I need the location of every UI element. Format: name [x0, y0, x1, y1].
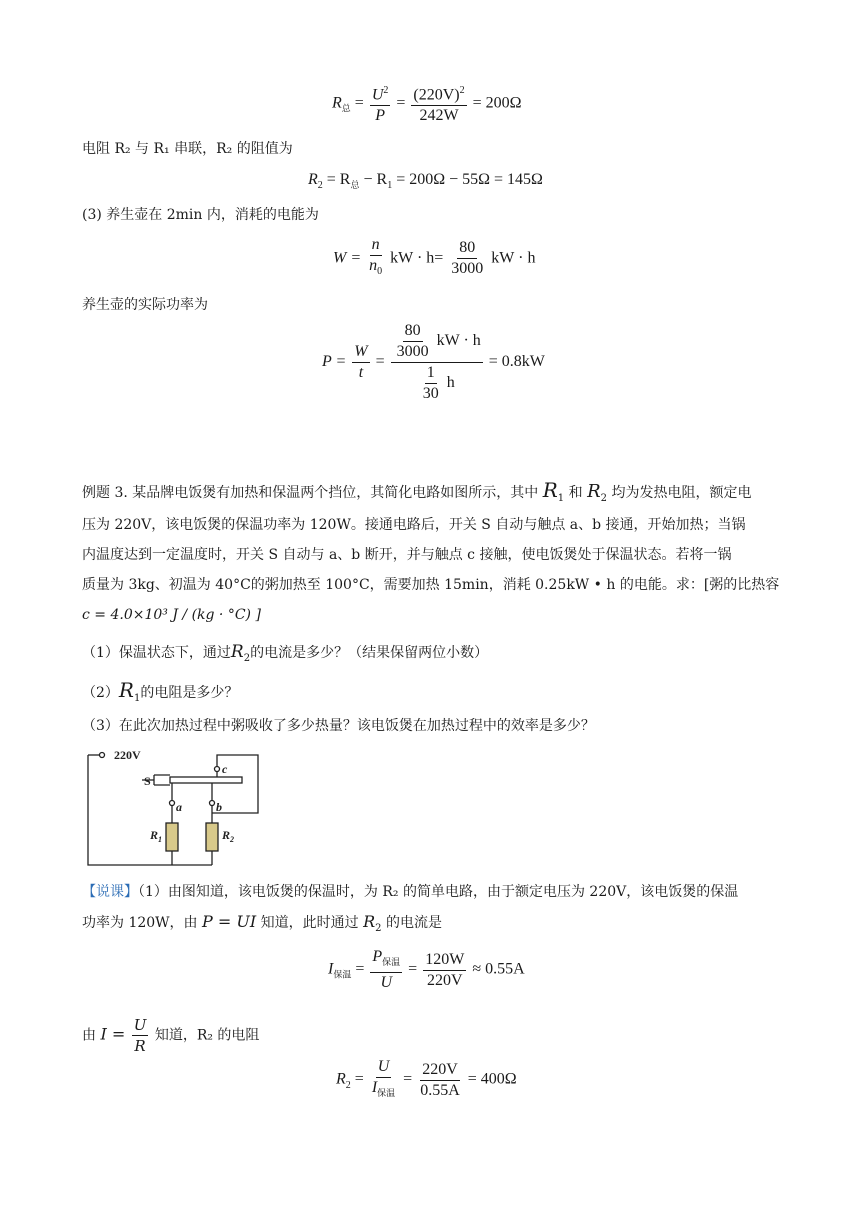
- equation-total-resistance: $R_总$ = $\frac{U^2}{P}$ = $\frac{(220V)^2}{242W}$ = 200Ω: [332, 82, 522, 125]
- resistor-r2: [206, 823, 218, 851]
- r1-label: $R_1$: [150, 828, 163, 844]
- contact-a-label: a: [176, 800, 182, 814]
- equation-actual-power: P = $\frac{W}{t}$ = $\frac{80}{3000}$ kW · h $\frac{1}{30}$ h = 0.8kW: [322, 322, 545, 402]
- question-2: $(2)R_1$的电阻是多少？: [82, 678, 239, 704]
- voltage-label: 220V: [114, 748, 141, 762]
- equation-energy: W = $\frac{n}{n_0}$ kW · h= $\frac{80}{3000}$ kW · h: [333, 236, 536, 278]
- example3-line2: 压为 220V，该电饭煲的保温功率为 120W。接通电路后，开关 S 自动与触点 a、b 接通，开始加热；当锅: [82, 517, 746, 533]
- series-text: 电阻 R₂ 与 R₁ 串联，R₂ 的阻值为: [82, 141, 293, 157]
- resistor-r1: [166, 823, 178, 851]
- explanation-line1: 【说课】（1）由图知道，该电饭煲的保温时，为 R₂ 的简单电路，由于额定电压为 220V，该电饭煲的保温: [82, 884, 739, 900]
- switch-label: S: [144, 774, 151, 788]
- example3-line3: 内温度达到一定温度时，开关 S 自动与 a、b 断开，并与触点 c 接触，使电饭煲处于保温状态。若将一锅: [82, 547, 732, 563]
- explanation-tag: 【说课】: [82, 884, 138, 900]
- equation-r2-resistance: $R_2$ = $\frac{U}{I_{保温}}$ = $\frac{220V}{0.55A}$ = 400Ω: [336, 1058, 517, 1099]
- example3-line5: c = 4.0×10³ J / (kg · °C) ]: [82, 607, 261, 623]
- r2-label: $R_2$: [222, 828, 235, 844]
- equation-current: $I_{保温}$ = $\frac{P_{保温}}{U}$ = $\frac{120W}{220V}$ ≈ 0.55A: [328, 948, 525, 991]
- contact-c-label: c: [222, 762, 228, 776]
- circuit-diagram: [82, 745, 272, 870]
- actual-power-text: 养生壶的实际功率为: [82, 297, 208, 313]
- equation-r2: $R_2 = R_总 - R_1 = 200\Omega - 55\Omega = 145\Omega$: [308, 171, 543, 192]
- contact-b-label: b: [216, 800, 222, 814]
- example3-line4: 质量为 3kg、初温为 40°C的粥加热至 100°C，需要加热 15min，消耗 0.25kW • h 的电能。求：[粥的比热容: [82, 577, 780, 593]
- explanation-line3: 由 I = $\frac{U}{R}$ 知道，R₂ 的电阻: [82, 1016, 260, 1055]
- question-1: （1）保温状态下，通过$R_2$的电流是多少？（结果保留两位小数）: [82, 642, 489, 664]
- question-3: （3）在此次加热过程中粥吸收了多少热量？该电饭煲在加热过程中的效率是多少？: [82, 718, 595, 734]
- example3-line1: 例题 3. 某品牌电饭煲有加热和保温两个挡位，其简化电路如图所示，其中 $R_1$ 和 $R_2$ 均为发热电阻，额定电: [82, 478, 752, 504]
- explanation-line2: 功率为 120W，由 P = UI 知道，此时通过 $R_2$ 的电流是: [82, 912, 442, 934]
- question-3-text: (3) 养生壶在 2min 内，消耗的电能为: [82, 207, 319, 223]
